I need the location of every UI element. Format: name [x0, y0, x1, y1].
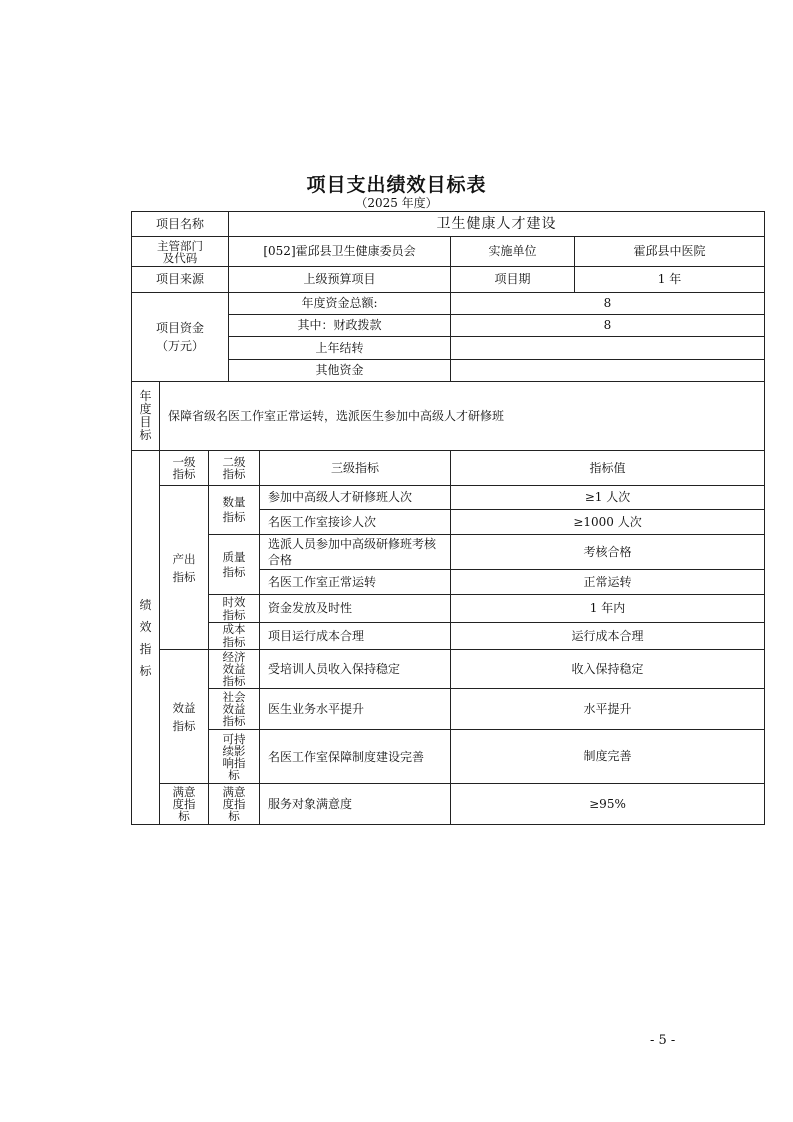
cost-label-text: 成本指标 — [222, 622, 246, 649]
quality-indicators-label — [208, 534, 260, 595]
funds-other-value — [450, 359, 765, 382]
social-benefit-label — [208, 688, 260, 730]
quantity-indicators-label — [208, 485, 260, 535]
header-value: 指标值 — [450, 450, 765, 486]
social-label-text: 社会效益指标 — [222, 690, 246, 728]
table-row: 医生业务水平提升 — [259, 688, 451, 730]
funds-label-text: 项目资金（万元） — [155, 321, 204, 353]
funds-carry-value — [450, 336, 765, 360]
source-label: 项目来源 — [131, 266, 229, 293]
quantity-label-text: 数量指标 — [222, 495, 246, 524]
table-row-value: 制度完善 — [450, 729, 765, 784]
funds-fiscal-value: 8 — [450, 314, 765, 337]
perf-label-text: 绩效指标 — [139, 597, 152, 678]
period-value: 1 年 — [574, 266, 765, 293]
table-row: 参加中高级人才研修班人次 — [259, 485, 451, 510]
quality-label-text: 质量指标 — [222, 549, 246, 579]
cost-indicators-label — [208, 622, 260, 650]
header-level2 — [208, 450, 260, 486]
table-row: 服务对象满意度 — [259, 783, 451, 825]
impl-value: 霍邱县中医院 — [574, 236, 765, 267]
dept-label-text: 主管部门及代码 — [157, 238, 203, 265]
table-row-value: ≥95% — [450, 783, 765, 825]
annual-goal-text: 保障省级名医工作室正常运转，选派医生参加中高级人才研修班 — [159, 381, 765, 451]
header-level1 — [159, 450, 209, 486]
table-row: 项目运行成本合理 — [259, 622, 451, 650]
table-row-value: 运行成本合理 — [450, 622, 765, 650]
table-row: 名医工作室正常运转 — [259, 569, 451, 595]
document-subtitle: （2025 年度） — [355, 196, 438, 210]
impl-label: 实施单位 — [450, 236, 575, 267]
funds-total-value: 8 — [450, 292, 765, 315]
dept-value: [052]霍邱县卫生健康委员会 — [228, 236, 451, 267]
table-row-value: ≥1 人次 — [450, 485, 765, 510]
timeliness-indicators-label — [208, 594, 260, 623]
output-label-text: 产出指标 — [172, 551, 196, 584]
table-row-value: ≥1000 人次 — [450, 509, 765, 535]
funds-carry-label: 上年结转 — [228, 336, 451, 360]
economic-benefit-label — [208, 649, 260, 689]
annual-goal-label-text: 年度目标 — [139, 389, 152, 442]
table-row-value: 考核合格 — [450, 534, 765, 570]
benefit-indicators-label — [159, 649, 209, 784]
satisfaction-l1-text: 满意度指标 — [172, 785, 196, 823]
page-number: - 5 - — [650, 1033, 676, 1048]
satisfaction-l2-text: 满意度指标 — [222, 785, 246, 823]
perf-indicators-label — [131, 450, 160, 825]
table-row — [259, 729, 451, 784]
header-level3: 三级指标 — [259, 450, 451, 486]
header-level2-text: 二级指标 — [222, 455, 246, 481]
table-row: 资金发放及时性 — [259, 594, 451, 623]
table-row: 受培训人员收入保持稳定 — [259, 649, 451, 689]
timeliness-label-text: 时效指标 — [222, 594, 246, 622]
dept-label — [131, 236, 229, 267]
economic-label-text: 经济效益指标 — [222, 650, 246, 688]
header-level1-text: 一级指标 — [172, 455, 196, 481]
benefit-label-text: 效益指标 — [172, 700, 196, 733]
table-row-text: 名医工作室保障制度建设完善 — [268, 749, 425, 764]
funds-fiscal-label: 其中：财政拨款 — [228, 314, 451, 337]
table-row-value: 水平提升 — [450, 688, 765, 730]
project-name-value: 卫生健康人才建设 — [228, 211, 765, 237]
output-indicators-label — [159, 485, 209, 650]
project-name-label: 项目名称 — [131, 211, 229, 237]
table-row — [259, 534, 451, 570]
annual-goal-label — [131, 381, 160, 451]
satisfaction-l2-label — [208, 783, 260, 825]
table-row-value: 1 年内 — [450, 594, 765, 623]
document-title: 项目支出绩效目标表 — [306, 174, 487, 196]
satisfaction-l1-label — [159, 783, 209, 825]
table-row-value: 正常运转 — [450, 569, 765, 595]
source-value: 上级预算项目 — [228, 266, 451, 293]
sustain-label-text: 可持续影响指标 — [222, 731, 246, 782]
table-row-value: 收入保持稳定 — [450, 649, 765, 689]
table-row-text: 选派人员参加中高级研修班考核合格 — [268, 537, 437, 567]
funds-other-label: 其他资金 — [228, 359, 451, 382]
period-label: 项目期 — [450, 266, 575, 293]
sustainability-label — [208, 729, 260, 784]
table-row: 名医工作室接诊人次 — [259, 509, 451, 535]
funds-label — [131, 292, 229, 382]
funds-total-label: 年度资金总额: — [228, 292, 451, 315]
